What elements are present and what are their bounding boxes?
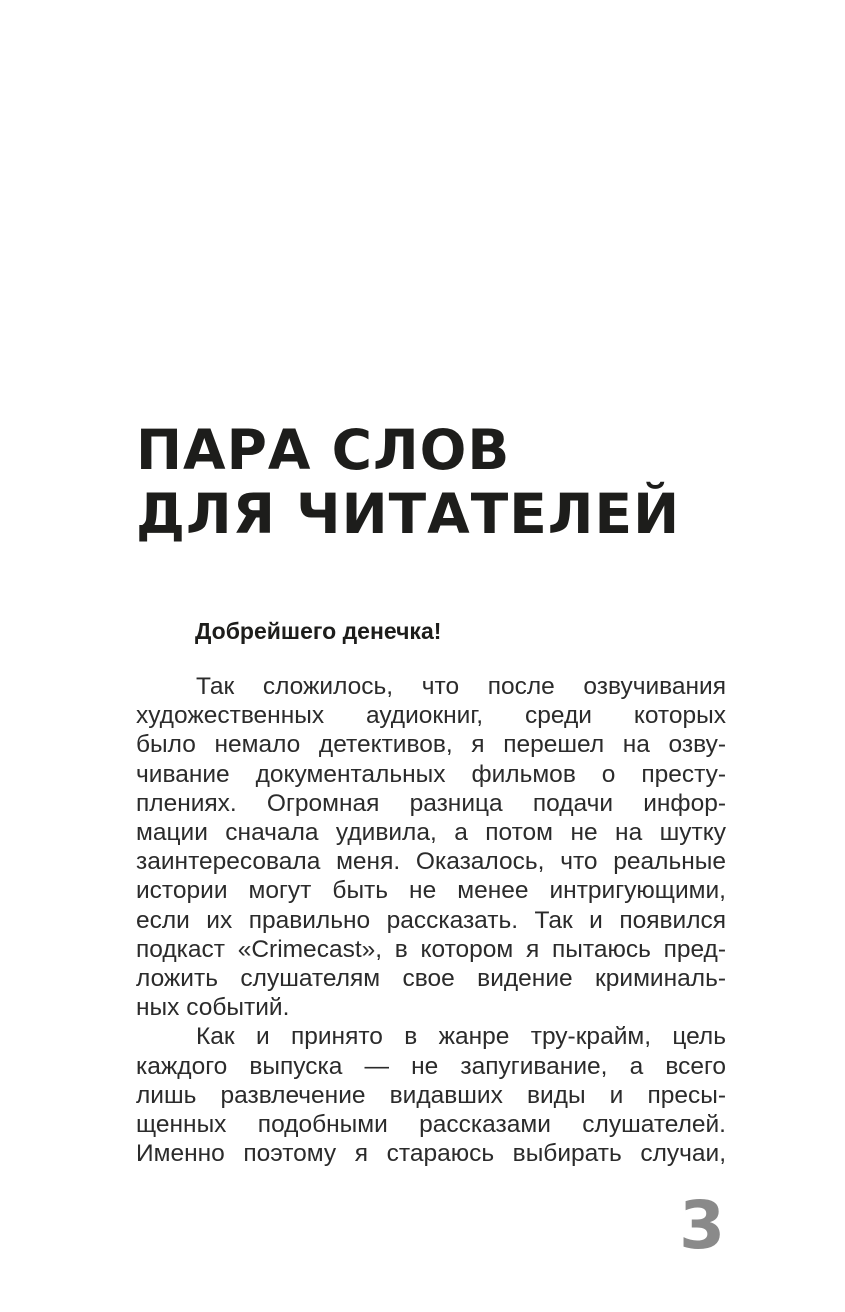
text-line: Именно поэтому я стараюсь выбирать случаи,	[136, 1140, 726, 1168]
page-number: 3	[679, 1187, 725, 1264]
text-line: лишь развлечение видавших виды и пресы-	[136, 1081, 726, 1109]
text-line: Как и принято в жанре тру-крайм, цель	[196, 1023, 726, 1051]
text-line: щенных подобными рассказами слушателей.	[136, 1111, 726, 1139]
text-line: чивание документальных фильмов о престу-	[136, 760, 726, 788]
text-line: ных событий.	[136, 994, 290, 1022]
text-line: было немало детективов, я перешел на озву-	[136, 731, 726, 759]
text-line: ложить слушателям свое видение криминаль-	[136, 965, 726, 993]
chapter-title-line-2: ДЛЯ ЧИТАТЕЛЕЙ	[136, 482, 681, 546]
text-line: Так сложилось, что после озвучивания	[196, 673, 726, 700]
greeting-heading: Добрейшего денечка!	[195, 618, 442, 644]
text-line: плениях. Огромная разница подачи инфор-	[136, 789, 726, 817]
text-line: подкаст «Crimecast», в котором я пытаюсь пред-	[136, 935, 726, 963]
text-line: каждого выпуска — не запугивание, а всего	[136, 1052, 726, 1080]
text-line: истории могут быть не менее интригующими,	[136, 877, 726, 905]
chapter-title	[136, 418, 680, 546]
text-line: если их правильно рассказать. Так и появился	[136, 906, 726, 934]
text-line: художественных аудиокниг, среди которых	[136, 702, 726, 730]
body-text	[136, 672, 726, 1168]
chapter-title-line-1: ПАРА СЛОВ	[136, 418, 511, 482]
text-line: мации сначала удивила, а потом не на шутку	[136, 819, 726, 847]
text-line: заинтересовала меня. Оказалось, что реальные	[136, 848, 726, 876]
